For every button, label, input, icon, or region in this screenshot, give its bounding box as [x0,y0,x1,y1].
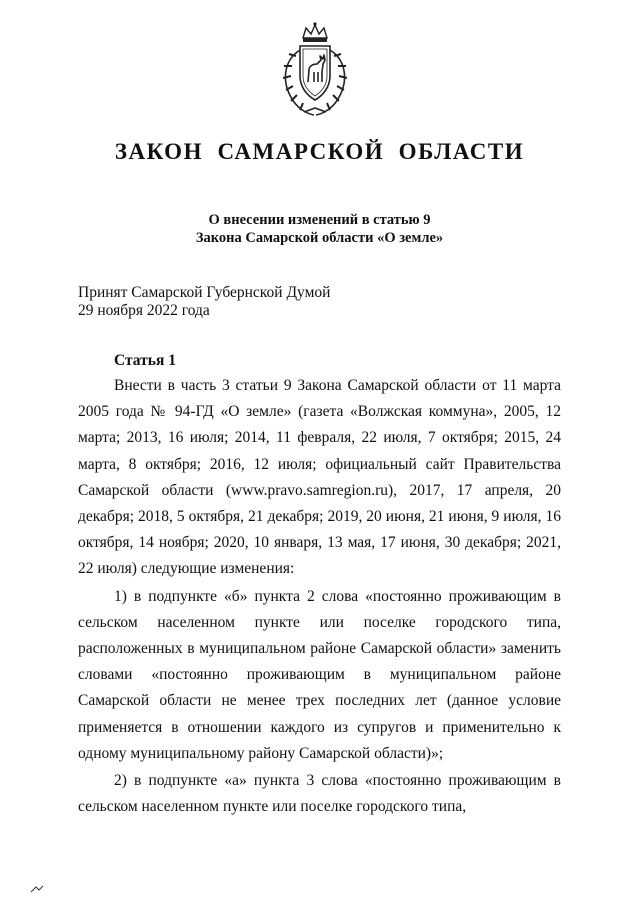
paragraph-intro: Внести в часть 3 статьи 9 Закона Самарской области от 11 марта 2005 года № 94-ГД «О земле» (газета «Волжская коммуна», 2005, 12 марта; 2013, 16 июля; 2014, 11 февраля, 22 июля, 7 октября; 2015, 24 марта, 8 октября; 2016, 12 июля; официальный сайт Правительства Самарской области (www.pravo.samregion.ru), 2017, 17 апреля, 20 декабря; 2018, 5 октября, 21 декабря; 2019, 20 июня, 21 июня, 9 июля, 16 октября, 14 ноября; 2020, 10 января, 13 мая, 17 июня, 30 декабря; 2021, 22 июля) следующие изменения: [78,377,561,578]
subtitle-line: Закона Самарской области «О земле» [195,230,444,246]
subtitle-line: О внесении изменений в статью 9 [208,212,431,228]
adopted-date: 29 ноября 2022 года [78,302,210,319]
article-title: Статья 1 [114,352,176,369]
article-body [78,373,561,820]
paragraph-item-2: 2) в подпункте «а» пункта 3 слова «постоянно проживающим в сельском населенном пункте или поселке городского типа, [78,772,561,816]
paragraph-item-1: 1) в подпункте «б» пункта 2 слова «постоянно проживающим в сельском населенном пункте или поселке городского типа, расположенных в муниципальном районе Самарской области» заменить словами «постоянно проживающим в муниципальном районе Самарской области не менее трех последних лет (данное условие применяется в отношении каждого из супругов и применительно к одному муниципальному району Самарской области)»; [78,587,561,762]
coat-of-arms-icon [270,20,360,120]
law-title: ЗАКОН САМАРСКОЙ ОБЛАСТИ [114,139,525,164]
law-subtitle [0,211,639,247]
adopted-by: Принят Самарской Губернской Думой [78,284,331,301]
adoption-info [78,284,330,320]
scan-mark-icon [30,884,44,894]
